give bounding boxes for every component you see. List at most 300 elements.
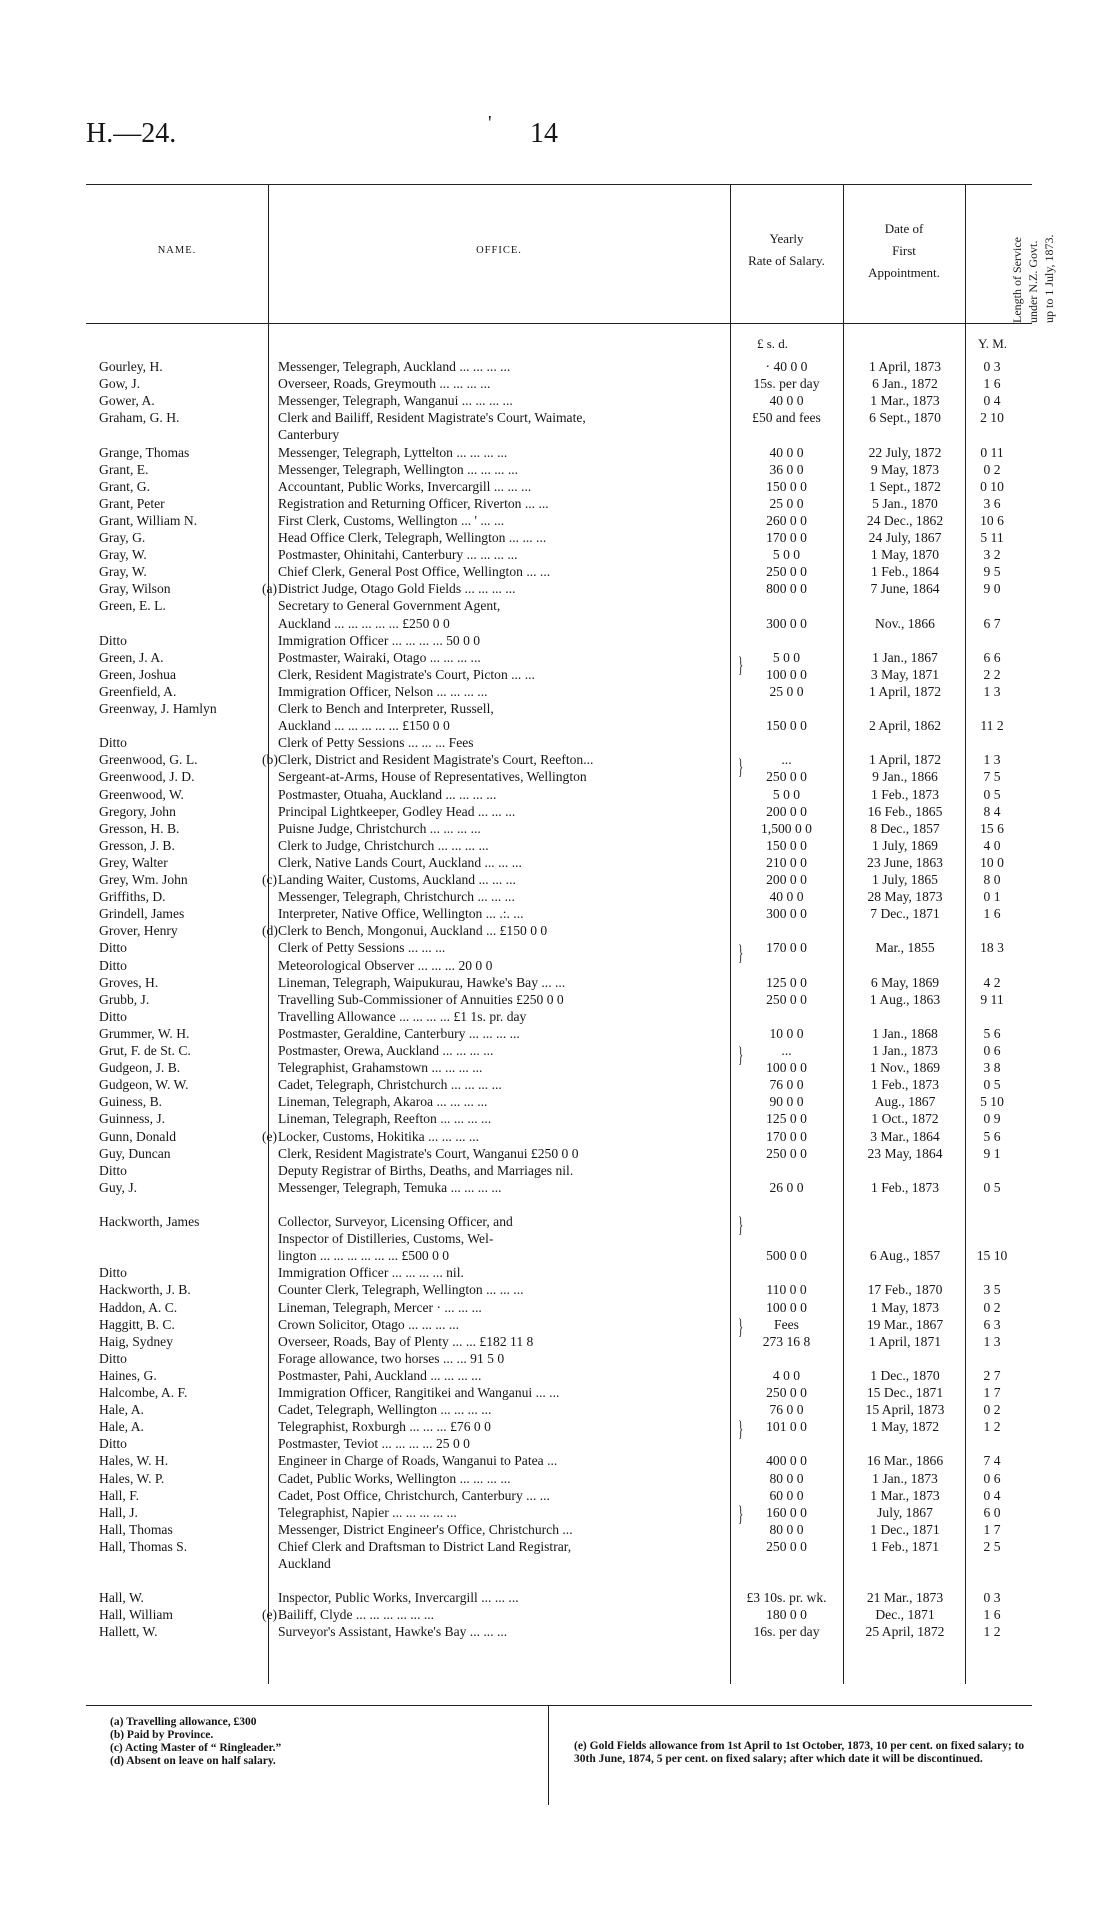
salary-cell: 60 0 0 xyxy=(769,1487,804,1503)
office-cell: Lineman, Telegraph, Waipukurau, Hawke's Bay ... ... xyxy=(278,974,566,990)
person-name: Gregory, John xyxy=(99,803,176,819)
salary-cell: 40 0 0 xyxy=(769,393,804,409)
table-row xyxy=(0,1025,1114,1042)
table-row xyxy=(0,478,1114,495)
footnote-marker: (e) xyxy=(262,1128,278,1144)
office-cell: Postmaster, Wairaki, Otago ... ... ... ... xyxy=(278,649,481,665)
service-length-cell: 3 5 xyxy=(983,1282,1001,1298)
rate-header-line-1: Yearly xyxy=(769,231,804,246)
person-name: Greenway, J. Hamlyn xyxy=(99,701,217,716)
appointment-date-cell: 24 Dec., 1862 xyxy=(866,512,944,528)
person-name: Ditto xyxy=(99,632,127,648)
person-name: Gray, W. xyxy=(99,547,147,563)
office-cell: Auckland xyxy=(278,1556,331,1571)
person-name: Ditto xyxy=(99,1265,127,1281)
service-length-cell: 0 5 xyxy=(983,1179,1001,1195)
person-name: Ditto xyxy=(99,1162,127,1178)
service-length-cell: 2 5 xyxy=(983,1538,1001,1554)
appointment-date-cell: 9 May, 1873 xyxy=(870,461,940,477)
office-cell: Lineman, Telegraph, Reefton ... ... ... ... xyxy=(278,1111,492,1127)
service-length-cell: 0 2 xyxy=(983,1402,1001,1418)
table-row xyxy=(0,512,1114,529)
salary-cell: Fees xyxy=(774,1316,799,1332)
person-name: Ditto xyxy=(99,957,127,973)
service-length-cell: 4 0 xyxy=(983,837,1001,853)
person-name: Ditto xyxy=(99,1350,127,1366)
service-length-cell: 15 10 xyxy=(976,1248,1008,1264)
person-name: Grover, Henry xyxy=(99,923,178,939)
salary-cell: 90 0 0 xyxy=(769,1094,804,1110)
salary-cell: · 40 0 0 xyxy=(765,359,808,374)
table-row xyxy=(0,803,1114,820)
table-row xyxy=(0,1333,1114,1350)
salary-cell: 150 0 0 xyxy=(766,837,807,853)
appointment-date-cell: 3 Mar., 1864 xyxy=(870,1128,940,1144)
office-cell: Messenger, Telegraph, Christchurch ... ... ... xyxy=(278,889,515,905)
salary-cell: 16s. per day xyxy=(753,1624,820,1640)
appointment-date-cell: 19 Mar., 1867 xyxy=(866,1316,944,1332)
appointment-date-cell: 1 Feb., 1864 xyxy=(871,564,939,580)
salary-cell: 36 0 0 xyxy=(769,461,804,477)
office-cell: Clerk and Bailiff, Resident Magistrate's Court, Waimate, xyxy=(278,410,586,426)
person-name: Green, Joshua xyxy=(99,666,177,682)
footnote-marker: (e) xyxy=(262,1607,278,1623)
table-row xyxy=(0,1501,1114,1526)
appointment-date-cell: 17 Feb., 1870 xyxy=(867,1282,943,1298)
office-cell: Immigration Officer ... ... ... ... 50 0 0 xyxy=(278,632,481,648)
salary-cell: 210 0 0 xyxy=(766,854,807,870)
salary-cell: 200 0 0 xyxy=(766,803,807,819)
length-header-line-3: up to 1 July, 1873. xyxy=(1042,234,1056,323)
service-length-cell: 5 6 xyxy=(983,1025,1001,1041)
salary-cell: 5 0 0 xyxy=(772,649,801,665)
service-length-cell: 7 4 xyxy=(983,1453,1001,1469)
appointment-date-cell: 5 Jan., 1870 xyxy=(872,495,938,511)
person-name: Ditto xyxy=(99,1008,127,1024)
salary-cell: ... xyxy=(781,1043,792,1058)
service-length-cell: 8 0 xyxy=(983,872,1001,887)
service-length-cell: 3 8 xyxy=(983,1060,1001,1076)
service-length-cell: 0 10 xyxy=(980,478,1004,494)
appointment-date-cell: 1 April, 1873 xyxy=(868,359,942,374)
office-cell: District Judge, Otago Gold Fields ... ... ... ... xyxy=(278,581,516,597)
office-cell: Clerk of Petty Sessions ... ... ... Fees xyxy=(278,735,474,751)
appointment-date-cell: 1 Feb., 1873 xyxy=(871,1077,939,1093)
person-name: Hall, William xyxy=(99,1607,173,1623)
page-reference: H.—24. xyxy=(86,118,177,149)
appointment-date-cell: Dec., 1871 xyxy=(875,1607,935,1623)
date-header-line-3: Appointment. xyxy=(868,265,940,280)
footnote-marker: (b) xyxy=(262,752,278,768)
office-cell: Secretary to General Government Agent, xyxy=(278,598,501,614)
office-cell: lington ... ... ... ... ... ... £500 0 0 xyxy=(278,1248,450,1264)
table-row xyxy=(0,717,1114,734)
person-name: Ditto xyxy=(99,735,127,751)
office-cell: Messenger, Telegraph, Lyttelton ... ... ... ... xyxy=(278,444,508,460)
salary-cell: 500 0 0 xyxy=(766,1248,807,1264)
person-name: Grant, G. xyxy=(99,478,150,494)
office-cell: Clerk to Judge, Christchurch ... ... ... ... xyxy=(278,837,489,853)
salary-cell: 150 0 0 xyxy=(766,718,807,734)
appointment-date-cell: 1 Oct., 1872 xyxy=(871,1111,939,1127)
person-name: Hales, W. P. xyxy=(99,1470,165,1486)
appointment-date-cell: 21 Mar., 1873 xyxy=(866,1590,944,1606)
service-length-cell: 15 6 xyxy=(980,820,1004,836)
service-length-cell: 0 6 xyxy=(983,1470,1001,1486)
salary-cell: 125 0 0 xyxy=(766,1111,807,1127)
service-length-cell: 0 2 xyxy=(983,1299,1001,1315)
office-cell: Inspector, Public Works, Invercargill ... ... ... xyxy=(278,1590,519,1606)
length-units: Y. M. xyxy=(978,336,1008,351)
person-name: Haggitt, B. C. xyxy=(99,1316,175,1332)
person-name: Grummer, W. H. xyxy=(99,1025,190,1041)
person-name: Greenwood, J. D. xyxy=(99,769,195,785)
brace: } xyxy=(738,940,744,965)
office-cell: Postmaster, Pahi, Auckland ... ... ... ... xyxy=(278,1367,482,1383)
salary-cell: 4 0 0 xyxy=(772,1367,801,1383)
salary-cell: 170 0 0 xyxy=(766,530,807,545)
person-name: Ditto xyxy=(99,1436,127,1452)
table-row xyxy=(0,683,1114,700)
table-row xyxy=(0,1572,1114,1589)
table-row xyxy=(0,1589,1114,1606)
table-row xyxy=(0,1196,1114,1213)
salary-cell: 400 0 0 xyxy=(766,1453,807,1469)
service-length-cell: 9 0 xyxy=(983,581,1001,597)
rate-header-line-2: Rate of Salary. xyxy=(748,253,825,268)
appointment-date-cell: 23 June, 1863 xyxy=(867,854,943,870)
table-row xyxy=(0,751,1114,768)
person-name: Ditto xyxy=(99,940,127,956)
office-cell: Travelling Allowance ... ... ... ... £1 1s. pr. day xyxy=(278,1008,527,1024)
salary-cell: 5 0 0 xyxy=(772,547,801,563)
service-length-cell: 1 6 xyxy=(983,1607,1001,1623)
salary-cell: 80 0 0 xyxy=(769,1521,804,1537)
service-length-cell: 3 2 xyxy=(983,547,1001,563)
table-row xyxy=(0,700,1114,717)
service-length-cell: 0 5 xyxy=(983,786,1001,802)
office-cell: Messenger, Telegraph, Wanganui ... ... ... ... xyxy=(278,393,513,409)
person-name: Griffiths, D. xyxy=(99,889,166,905)
table-row xyxy=(0,1059,1114,1076)
table-row xyxy=(0,1247,1114,1264)
table-row xyxy=(0,786,1114,803)
service-length-cell: 0 3 xyxy=(983,1590,1001,1606)
table-row xyxy=(0,1350,1114,1367)
brace: } xyxy=(738,1314,744,1339)
office-cell: Deputy Registrar of Births, Deaths, and Marriages nil. xyxy=(278,1162,574,1178)
brace: } xyxy=(738,1212,744,1237)
appointment-date-cell: 1 Sept., 1872 xyxy=(869,478,941,494)
person-name: Gunn, Donald xyxy=(99,1128,177,1144)
office-cell: Sergeant-at-Arms, House of Representatives, Wellington xyxy=(278,769,587,785)
person-name: Groves, H. xyxy=(99,974,159,990)
office-cell: Messenger, Telegraph, Auckland ... ... ... ... xyxy=(278,359,511,374)
table-row xyxy=(0,871,1114,888)
salary-cell: 170 0 0 xyxy=(766,1128,807,1144)
appointment-date-cell: Aug., 1867 xyxy=(874,1094,936,1110)
footnotes-left xyxy=(110,1716,540,1768)
person-name: Hall, W. xyxy=(99,1590,144,1606)
appointment-date-cell: 1 April, 1872 xyxy=(868,752,942,768)
service-length-cell: 3 6 xyxy=(983,495,1001,511)
table-row xyxy=(0,1008,1114,1025)
table-bottom-rule xyxy=(86,1705,1032,1706)
brace: } xyxy=(738,652,744,677)
table-row xyxy=(0,495,1114,512)
appointment-date-cell: 1 Feb., 1873 xyxy=(871,786,939,802)
salary-cell: £50 and fees xyxy=(752,410,821,426)
office-cell: Postmaster, Geraldine, Canterbury ... ... ... ... xyxy=(278,1025,520,1041)
table-row xyxy=(0,529,1114,546)
brace: } xyxy=(738,1501,744,1526)
office-cell: Lineman, Telegraph, Mercer · ... ... ... xyxy=(278,1299,482,1315)
office-cell: Landing Waiter, Customs, Auckland ... ... ... xyxy=(278,872,516,887)
footnote-c: (c) Acting Master of “ Ringleader.” xyxy=(110,1742,282,1754)
table-row xyxy=(0,358,1114,375)
office-cell: Surveyor's Assistant, Hawke's Bay ... ... ... xyxy=(278,1624,508,1640)
appointment-date-cell: 15 April, 1873 xyxy=(865,1402,945,1418)
person-name: Hall, Thomas xyxy=(99,1521,173,1537)
table-row xyxy=(0,922,1114,939)
service-length-cell: 18 3 xyxy=(980,940,1004,956)
person-name: Hall, F. xyxy=(99,1487,140,1503)
person-name: Haig, Sydney xyxy=(99,1333,174,1349)
person-name: Hall, Thomas S. xyxy=(99,1538,188,1554)
office-cell: Telegraphist, Grahamstown ... ... ... ... xyxy=(278,1060,483,1076)
brace: } xyxy=(738,1416,744,1441)
appointment-date-cell: 28 May, 1873 xyxy=(867,889,943,905)
person-name: Grey, Wm. John xyxy=(99,872,188,887)
page-number: 14 xyxy=(530,118,558,149)
person-name: Gower, A. xyxy=(99,393,155,409)
appointment-date-cell: 25 April, 1872 xyxy=(865,1624,945,1640)
office-cell: Inspector of Distilleries, Customs, Wel- xyxy=(278,1231,494,1247)
person-name: Grut, F. de St. C. xyxy=(99,1043,191,1058)
salary-cell: 101 0 0 xyxy=(766,1419,807,1435)
length-column-header xyxy=(1009,181,1057,323)
brace: } xyxy=(738,754,744,779)
salary-cell: 800 0 0 xyxy=(766,581,807,597)
salary-cell: 25 0 0 xyxy=(769,495,804,511)
table-row xyxy=(0,392,1114,409)
salary-cell: 300 0 0 xyxy=(766,906,807,922)
salary-cell: 10 0 0 xyxy=(769,1025,804,1041)
salary-cell: 76 0 0 xyxy=(769,1402,804,1418)
table-row xyxy=(0,1299,1114,1316)
office-cell: Interpreter, Native Office, Wellington ... .:. ... xyxy=(278,906,524,922)
table-row xyxy=(0,649,1114,666)
table-row xyxy=(0,1367,1114,1384)
appointment-date-cell: 16 Feb., 1865 xyxy=(867,803,943,819)
service-length-cell: 1 2 xyxy=(983,1624,1001,1640)
table-row xyxy=(0,991,1114,1008)
service-length-cell: 8 4 xyxy=(983,803,1001,819)
appointment-date-cell: July, 1867 xyxy=(877,1504,933,1520)
person-name: Hales, W. H. xyxy=(99,1453,169,1469)
footnote-d: (d) Absent on leave on half salary. xyxy=(110,1755,276,1767)
table-row xyxy=(0,837,1114,854)
person-name: Grubb, J. xyxy=(99,991,150,1007)
table-row xyxy=(0,957,1114,974)
office-cell: Immigration Officer ... ... ... ... nil. xyxy=(278,1265,464,1281)
table-row xyxy=(0,1487,1114,1504)
table-row xyxy=(0,375,1114,392)
table-row xyxy=(0,632,1114,649)
table-row xyxy=(0,1093,1114,1110)
appointment-date-cell: 1 Jan., 1873 xyxy=(872,1043,938,1058)
table-row xyxy=(0,409,1114,426)
table-row xyxy=(0,1076,1114,1093)
service-length-cell: 9 1 xyxy=(983,1145,1001,1161)
salary-cell: 100 0 0 xyxy=(766,1060,807,1076)
office-cell: Postmaster, Teviot ... ... ... ... 25 0 0 xyxy=(278,1436,470,1452)
person-name: Guiness, B. xyxy=(99,1094,163,1110)
table-row xyxy=(0,1416,1114,1441)
table-row xyxy=(0,1179,1114,1196)
salary-cell: 76 0 0 xyxy=(769,1077,804,1093)
salary-cell: 250 0 0 xyxy=(766,564,807,580)
appointment-date-cell: 6 Sept., 1870 xyxy=(869,410,941,426)
office-cell: Engineer in Charge of Roads, Wanganui to Patea ... xyxy=(278,1453,558,1469)
table-row xyxy=(0,1452,1114,1469)
service-length-cell: 5 6 xyxy=(983,1128,1001,1144)
office-cell: Crown Solicitor, Otago ... ... ... ... xyxy=(278,1316,460,1332)
appointment-date-cell: Nov., 1866 xyxy=(875,615,935,631)
person-name: Gow, J. xyxy=(99,376,141,392)
length-header-line-2: under N.Z. Govt. xyxy=(1026,240,1040,323)
service-length-cell: 1 3 xyxy=(983,752,1001,768)
office-cell: First Clerk, Customs, Wellington ... ' ... ... xyxy=(278,512,505,528)
person-name: Gourley, H. xyxy=(99,359,163,374)
appointment-date-cell: 1 Nov., 1869 xyxy=(869,1060,941,1076)
person-name: Gray, W. xyxy=(99,564,147,580)
appointment-date-cell: 1 Dec., 1871 xyxy=(870,1521,940,1537)
appointment-date-cell: 1 May, 1872 xyxy=(870,1419,940,1435)
table-row xyxy=(0,1281,1114,1298)
brace: } xyxy=(738,1042,744,1067)
person-name: Haddon, A. C. xyxy=(99,1299,178,1315)
table-row xyxy=(0,563,1114,580)
service-length-cell: 0 9 xyxy=(983,1111,1001,1127)
person-name: Greenwood, G. L. xyxy=(99,752,198,768)
appointment-date-cell: 1 Mar., 1873 xyxy=(870,1487,940,1503)
service-length-cell: 7 5 xyxy=(983,769,1001,785)
office-cell: Immigration Officer, Nelson ... ... ... ... xyxy=(278,683,488,699)
office-cell: Registration and Returning Officer, Riverton ... ... xyxy=(278,495,549,511)
table-row xyxy=(0,546,1114,563)
person-name: Graham, G. H. xyxy=(99,410,180,426)
salary-cell: 100 0 0 xyxy=(766,1299,807,1315)
appointment-date-cell: 8 Dec., 1857 xyxy=(870,820,940,836)
table-row xyxy=(0,1470,1114,1487)
table-row xyxy=(0,1435,1114,1452)
service-length-cell: 2 2 xyxy=(983,666,1001,682)
appointment-date-cell: 15 Dec., 1871 xyxy=(866,1385,944,1400)
office-column-header: OFFICE. xyxy=(476,245,522,256)
salary-cell: 100 0 0 xyxy=(766,666,807,682)
appointment-date-cell: 1 Feb., 1873 xyxy=(871,1179,939,1195)
table-row xyxy=(0,820,1114,837)
office-cell: Forage allowance, two horses ... ... 91 5 0 xyxy=(278,1350,505,1366)
appointment-date-cell: 1 July, 1869 xyxy=(872,837,938,853)
table-row xyxy=(0,905,1114,922)
office-cell: Meteorological Observer ... ... ... 20 0 0 xyxy=(278,957,493,973)
office-cell: Accountant, Public Works, Invercargill ... ... ... xyxy=(278,478,532,494)
office-cell: Chief Clerk, General Post Office, Wellington ... ... xyxy=(278,564,551,580)
table-row xyxy=(0,1264,1114,1281)
table-row xyxy=(0,1110,1114,1127)
salary-cell: 80 0 0 xyxy=(769,1470,804,1486)
service-length-cell: 1 6 xyxy=(983,906,1001,922)
person-name: Grant, William N. xyxy=(99,512,198,528)
rate-column-header xyxy=(730,228,843,272)
header-bottom-rule xyxy=(86,323,1032,324)
salary-cell: 250 0 0 xyxy=(766,1145,807,1161)
salary-cell: 150 0 0 xyxy=(766,478,807,494)
appointment-date-cell: 1 July, 1865 xyxy=(872,872,938,887)
table-row xyxy=(0,974,1114,991)
salary-cell: 5 0 0 xyxy=(772,786,801,802)
footnote-divider xyxy=(548,1705,549,1805)
table-row xyxy=(0,1401,1114,1418)
person-name: Halcombe, A. F. xyxy=(99,1385,188,1400)
salary-cell: 250 0 0 xyxy=(766,1538,807,1554)
service-length-cell: 5 11 xyxy=(980,530,1004,545)
appointment-date-cell: 1 Mar., 1873 xyxy=(870,393,940,409)
appointment-date-cell: 1 Dec., 1870 xyxy=(870,1367,940,1383)
appointment-date-cell: 1 Jan., 1868 xyxy=(872,1025,938,1041)
salary-cell: 180 0 0 xyxy=(766,1607,807,1623)
person-name: Grant, Peter xyxy=(99,495,165,511)
person-name: Grey, Walter xyxy=(99,854,168,870)
service-length-cell: 1 7 xyxy=(983,1521,1001,1537)
table-row xyxy=(0,854,1114,871)
service-length-cell: 2 7 xyxy=(983,1367,1001,1383)
person-name: Gray, G. xyxy=(99,530,146,545)
person-name: Hale, A. xyxy=(99,1419,144,1435)
office-cell: Cadet, Telegraph, Wellington ... ... ... ... xyxy=(278,1402,492,1418)
service-length-cell: 6 3 xyxy=(983,1316,1001,1332)
person-name: Grindell, James xyxy=(99,906,185,922)
office-cell: Overseer, Roads, Bay of Plenty ... ... £182 11 8 xyxy=(278,1333,534,1349)
person-name: Green, E. L. xyxy=(99,598,166,614)
table-row xyxy=(0,1384,1114,1401)
service-length-cell: 0 11 xyxy=(980,444,1004,460)
office-cell: Cadet, Telegraph, Christchurch ... ... ... ... xyxy=(278,1077,502,1093)
office-cell: Cadet, Public Works, Wellington ... ... ... ... xyxy=(278,1470,511,1486)
service-length-cell: 2 10 xyxy=(980,410,1004,426)
service-length-cell: 10 6 xyxy=(980,512,1004,528)
service-length-cell: 4 2 xyxy=(983,974,1001,990)
service-length-cell: 1 7 xyxy=(983,1385,1001,1400)
service-length-cell: 9 5 xyxy=(983,564,1001,580)
appointment-date-cell: 6 May, 1869 xyxy=(870,974,940,990)
person-name: Greenwood, W. xyxy=(99,786,184,802)
office-cell: Messenger, Telegraph, Wellington ... ... ... ... xyxy=(278,461,519,477)
appointment-date-cell: 9 Jan., 1866 xyxy=(872,769,938,785)
person-name: Gresson, H. B. xyxy=(99,820,180,836)
table-row xyxy=(0,597,1114,614)
service-length-cell: 1 2 xyxy=(983,1419,1001,1435)
appointment-date-cell: 1 Jan., 1873 xyxy=(872,1470,938,1486)
salary-cell: 250 0 0 xyxy=(766,769,807,785)
table-row xyxy=(0,1145,1114,1162)
office-cell: Puisne Judge, Christchurch ... ... ... ... xyxy=(278,820,481,836)
person-name: Guinness, J. xyxy=(99,1111,166,1127)
office-cell: Telegraphist, Roxburgh ... ... ... £76 0 0 xyxy=(278,1419,491,1435)
service-length-cell: 1 6 xyxy=(983,376,1001,392)
